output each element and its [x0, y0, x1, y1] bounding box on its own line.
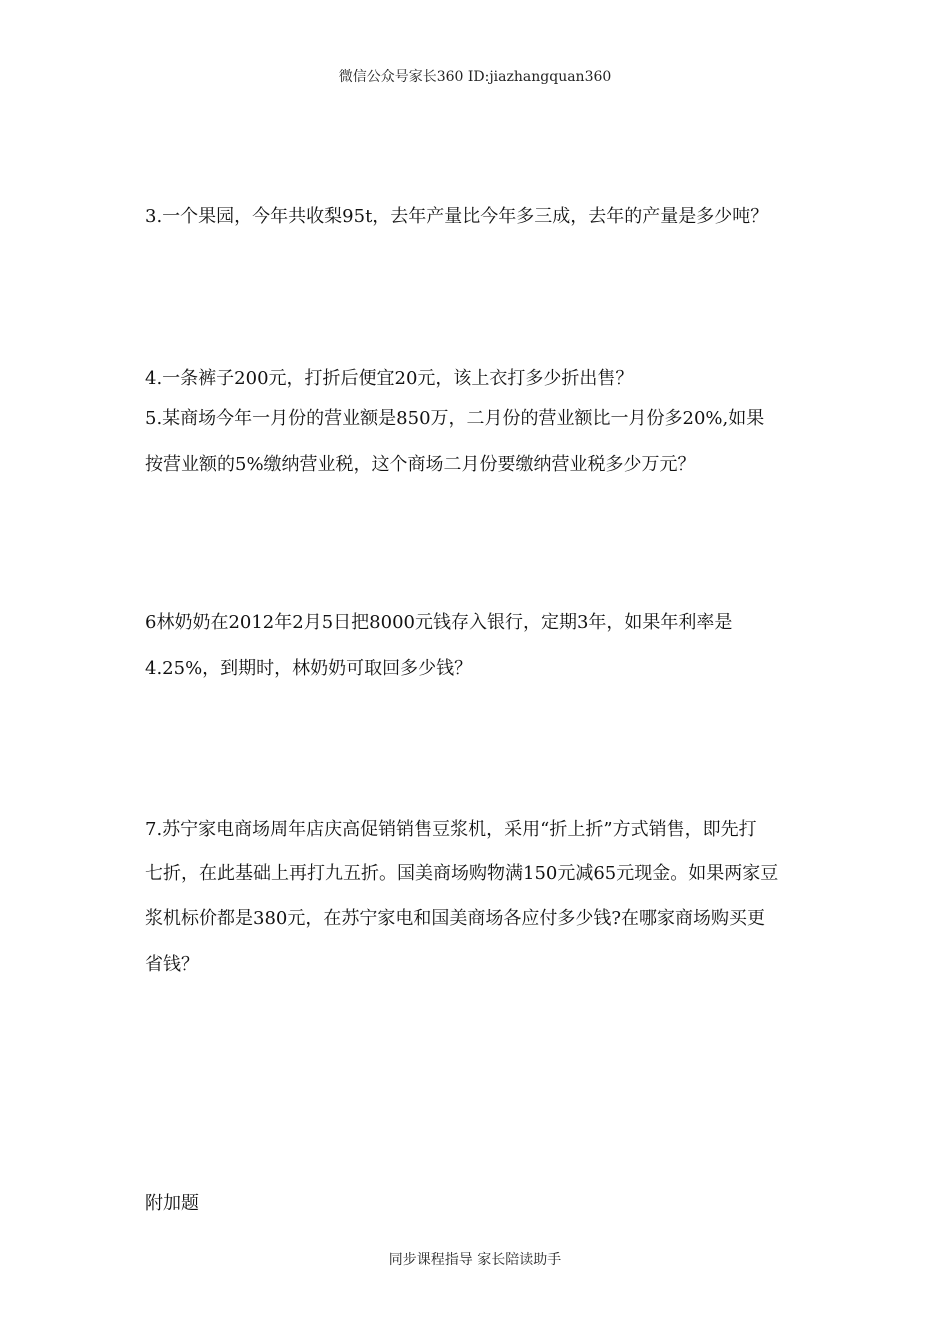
extra-heading: 附加题 — [145, 1193, 199, 1214]
question-4-line-1: 4.一条裤子200元，打折后便宜20元，该上衣打多少折出售？ — [145, 368, 634, 389]
question-7-line-3: 浆机标价都是380元，在苏宁家电和国美商场各应付多少钱?在哪家商场购买更 — [145, 908, 766, 929]
page-header: 微信公众号家长360 ID:jiazhangquan360 — [338, 69, 612, 85]
question-6-line-1: 6林奶奶在2012年2月5日把8000元钱存入银行，定期3年，如果年利率是 — [145, 612, 733, 633]
question-5-line-2: 按营业额的5%缴纳营业税，这个商场二月份要缴纳营业税多少万元？ — [145, 454, 696, 475]
question-3-line-1: 3.一个果园，今年共收梨95t，去年产量比今年多三成，去年的产量是多少吨？ — [145, 206, 769, 227]
question-7-line-2: 七折，在此基础上再打九五折。国美商场购物满150元减65元现金。如果两家豆 — [145, 863, 779, 884]
page-footer: 同步课程指导 家长陪读助手 — [388, 1252, 562, 1268]
question-5-line-1: 5.某商场今年一月份的营业额是850万，二月份的营业额比一月份多20%,如果 — [145, 408, 765, 429]
question-7-line-1: 7.苏宁家电商场周年店庆高促销销售豆浆机，采用“折上折”方式销售，即先打 — [145, 819, 757, 840]
question-6-line-2: 4.25%，到期时，林奶奶可取回多少钱？ — [145, 658, 473, 679]
question-7-line-4: 省钱？ — [145, 954, 199, 975]
